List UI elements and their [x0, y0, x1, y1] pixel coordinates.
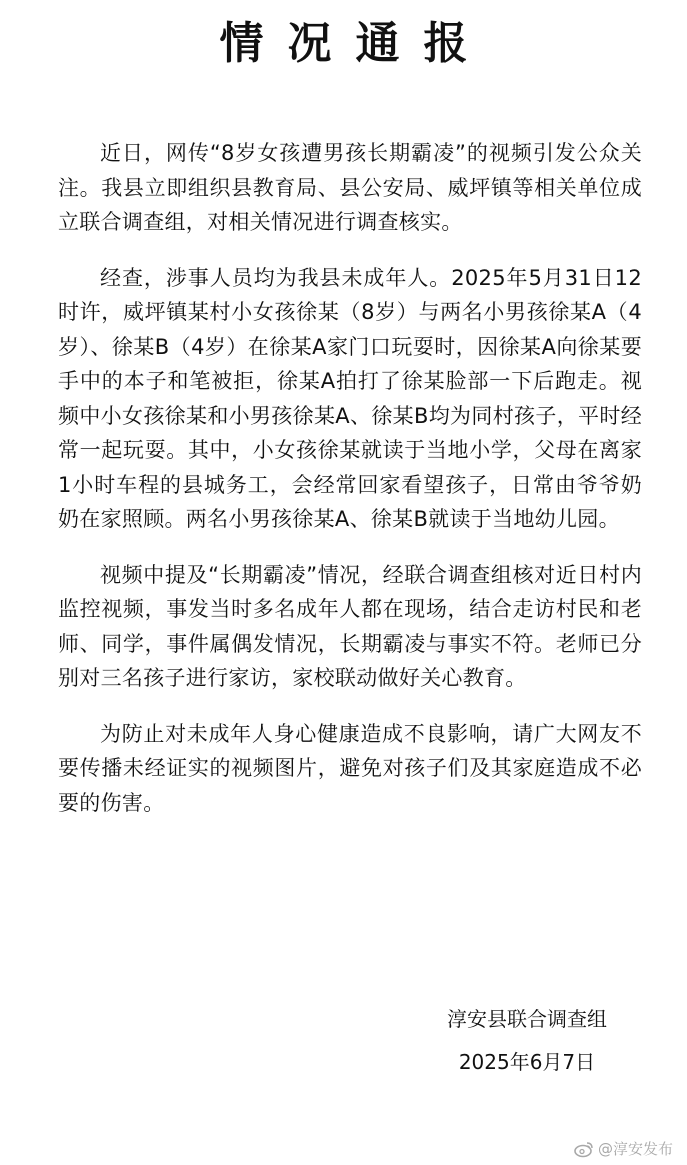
signature-organization: 淳安县联合调查组 — [447, 1007, 607, 1031]
signature-date: 2025年6月7日 — [458, 1050, 596, 1074]
document-title: 情况通报 — [219, 18, 492, 69]
signature-block — [447, 1002, 607, 1079]
weibo-icon — [574, 1140, 594, 1158]
paragraph-2: 经查，涉事人员均为我县未成年人。2025年5月31日12时许，威坪镇某村小女孩徐某（8岁）与两名小男孩徐某A（4岁）、徐某B（4岁）在徐某A家门口玩耍时，因徐某A向徐某要手中的本子和笔被拒，徐某A拍打了徐某脸部一下后跑走。视频中小女孩徐某和小男孩徐某A、徐某B均为同村孩子，平时经常一起玩耍。其中，小女孩徐某就读于当地小学，父母在离家1小时车程的县城务工，会经常回家看望孩子，日常由爷爷奶奶在家照顾。两名小男孩徐某A、徐某B就读于当地幼儿园。 — [58, 265, 642, 531]
document-body — [58, 136, 642, 841]
paragraph-1: 近日，网传“8岁女孩遭男孩长期霸凌”的视频引发公众关注。我县立即组织县教育局、县公安局、威坪镇等相关单位成立联合调查组，对相关情况进行调查核实。 — [58, 141, 642, 234]
paragraph-4: 为防止对未成年人身心健康造成不良影响，请广大网友不要传播未经证实的视频图片，避免对孩子们及其家庭造成不必要的伤害。 — [58, 721, 642, 815]
paragraph-3: 视频中提及“长期霸凌”情况，经联合调查组核对近日村内监控视频，事发当时多名成年人都在现场，结合走访村民和老师、同学，事件属偶发情况，长期霸凌与事实不符。老师已分别对三名孩子进行家访，家校联动做好关心教育。 — [58, 562, 642, 690]
watermark — [574, 1138, 673, 1159]
watermark-text: @淳安发布 — [597, 1140, 673, 1158]
